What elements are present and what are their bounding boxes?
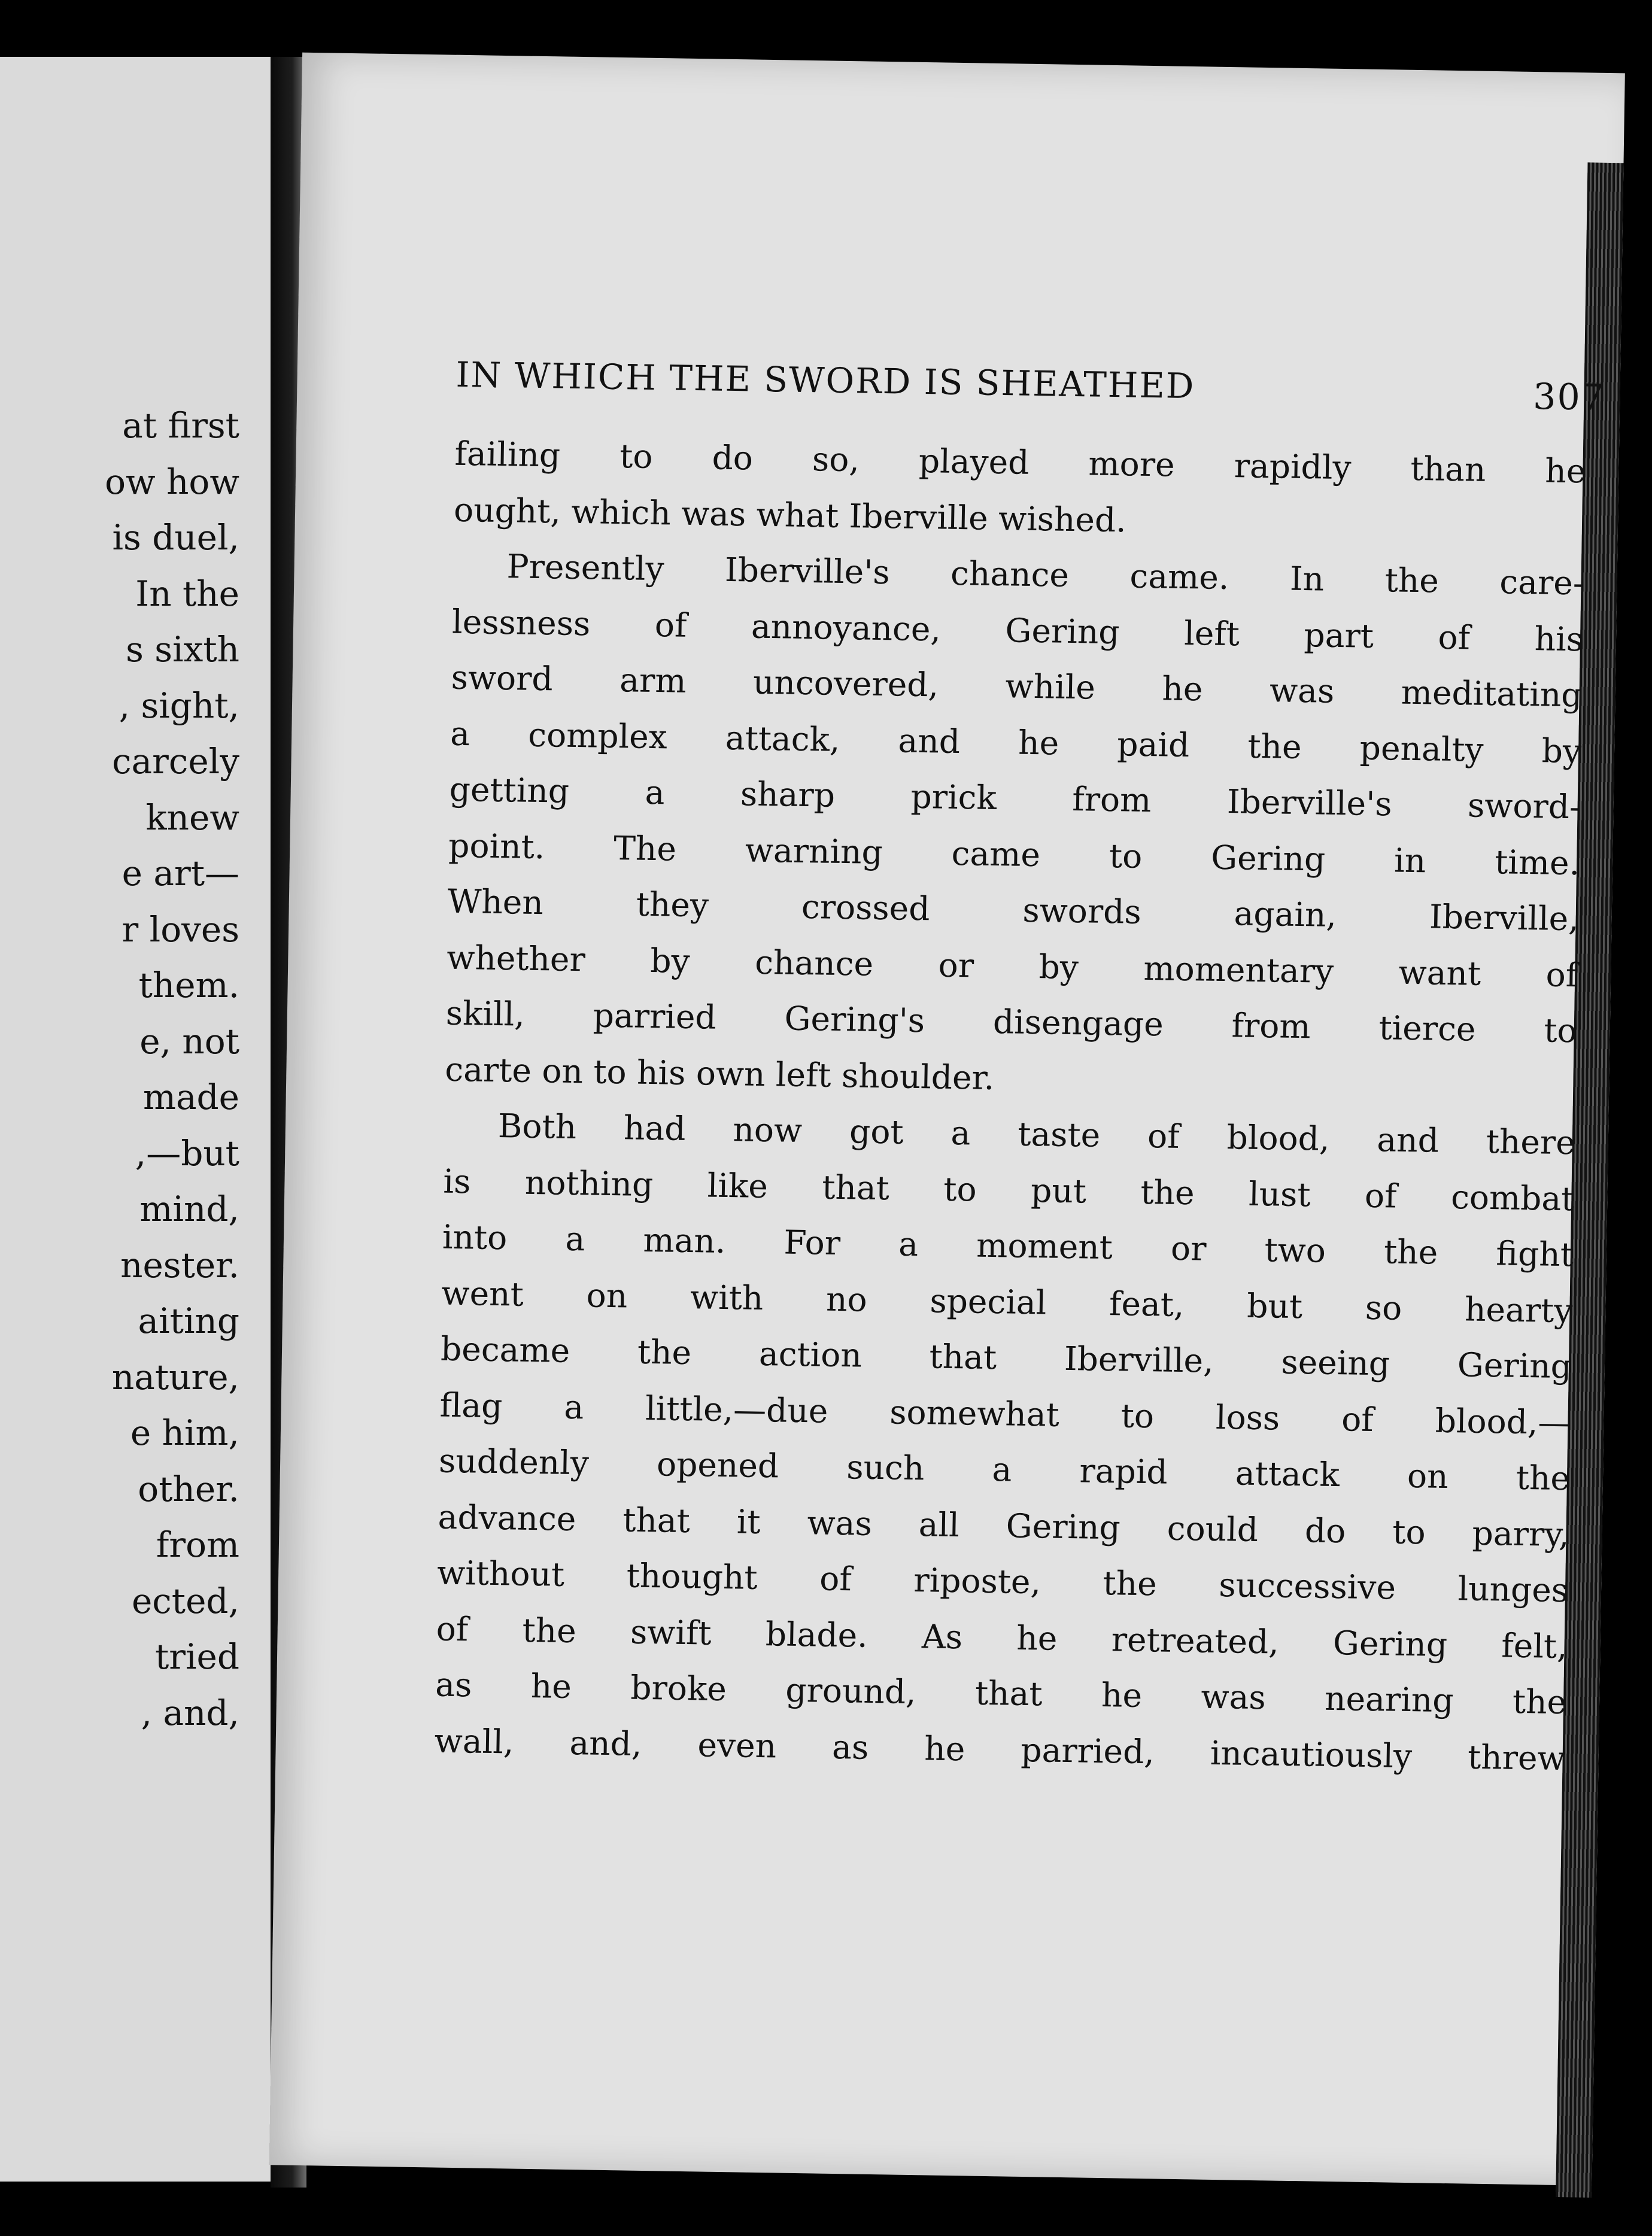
text-line: When they crossed swords again, Iberville, [447,882,1580,938]
left-page-line: s sixth [126,629,239,670]
text-line: into a man. For a moment or two the fight [442,1217,1574,1274]
chapter-title: IN WHICH THE SWORD IS SHEATHED [455,354,1195,407]
text-line: is nothing like that to put the lust of combat [443,1162,1575,1218]
text-line: carte on to his own left shoulder. [444,1050,995,1097]
text-line: went on with no special feat, but so hearty [441,1274,1573,1330]
left-page-line: nature, [111,1356,239,1398]
left-page-line: tried [154,1636,239,1677]
text-line: advance that it was all Gering could do to parry, [438,1497,1570,1554]
left-page-line: , sight, [119,685,239,726]
text-line: without thought of riposte, the successive lunges [436,1553,1569,1610]
left-page-line: carcely [112,741,239,782]
left-page-line: them. [138,965,239,1005]
text-line: a complex attack, and he paid the penalty by [450,714,1582,770]
left-page-line: ow how [105,461,239,502]
left-page-line: at first [122,405,239,446]
text-line: Both had now got a taste of blood, and there [497,1107,1576,1162]
left-facing-page [0,57,271,2182]
text-line: flag a little,—due somewhat to loss of blood,— [439,1386,1571,1442]
text-line: sword arm uncovered, while he was meditating [451,658,1583,715]
left-page-line: nester. [120,1244,239,1286]
left-page-line: ,—but [135,1132,239,1174]
left-page-line: made [142,1077,239,1117]
text-line: skill, parried Gering's disengage from tierce to [445,994,1578,1050]
left-page-line: e, not [139,1020,239,1062]
left-page-line: mind, [139,1189,239,1229]
left-page-line: ected, [131,1580,239,1621]
text-line: failing to do so, played more rapidly than he [454,434,1586,491]
text-line: point. The warning came to Gering in time. [448,826,1580,882]
text-line: wall, and, even as he parried, incautiously threw [434,1721,1566,1778]
text-line: ought, which was what Iberville wished. [453,490,1127,539]
text-line: of the swift blade. As he retreated, Gering felt, [436,1609,1568,1666]
text-line: whether by chance or by momentary want of [446,938,1578,994]
right-page [269,53,1625,2186]
left-page-line: In the [135,573,239,614]
left-page-line: r loves [122,909,239,950]
text-line: Presently Iberville's chance came. In the care- [506,547,1584,603]
left-page-line: e him, [130,1412,239,1453]
left-page-line: e art— [122,853,239,894]
page-number: 307 [1532,376,1606,419]
left-page-line: aiting [138,1301,239,1341]
left-page-line: is duel, [112,517,239,558]
running-head [455,354,1606,419]
body-text [434,426,1586,1787]
text-line: suddenly opened such a rapid attack on the [438,1441,1571,1498]
left-page-line: , and, [141,1692,239,1733]
left-page-line: knew [145,797,239,838]
left-page-text [0,398,239,1741]
text-line: lessness of annoyance, Gering left part of his [451,602,1584,658]
text-line: as he broke ground, that he was nearing the [435,1665,1567,1722]
left-page-line: from [156,1524,239,1565]
text-line: became the action that Iberville, seeing Gering [440,1329,1572,1386]
text-line: getting a sharp prick from Iberville's sword- [449,770,1581,827]
left-page-line: other. [138,1468,239,1509]
